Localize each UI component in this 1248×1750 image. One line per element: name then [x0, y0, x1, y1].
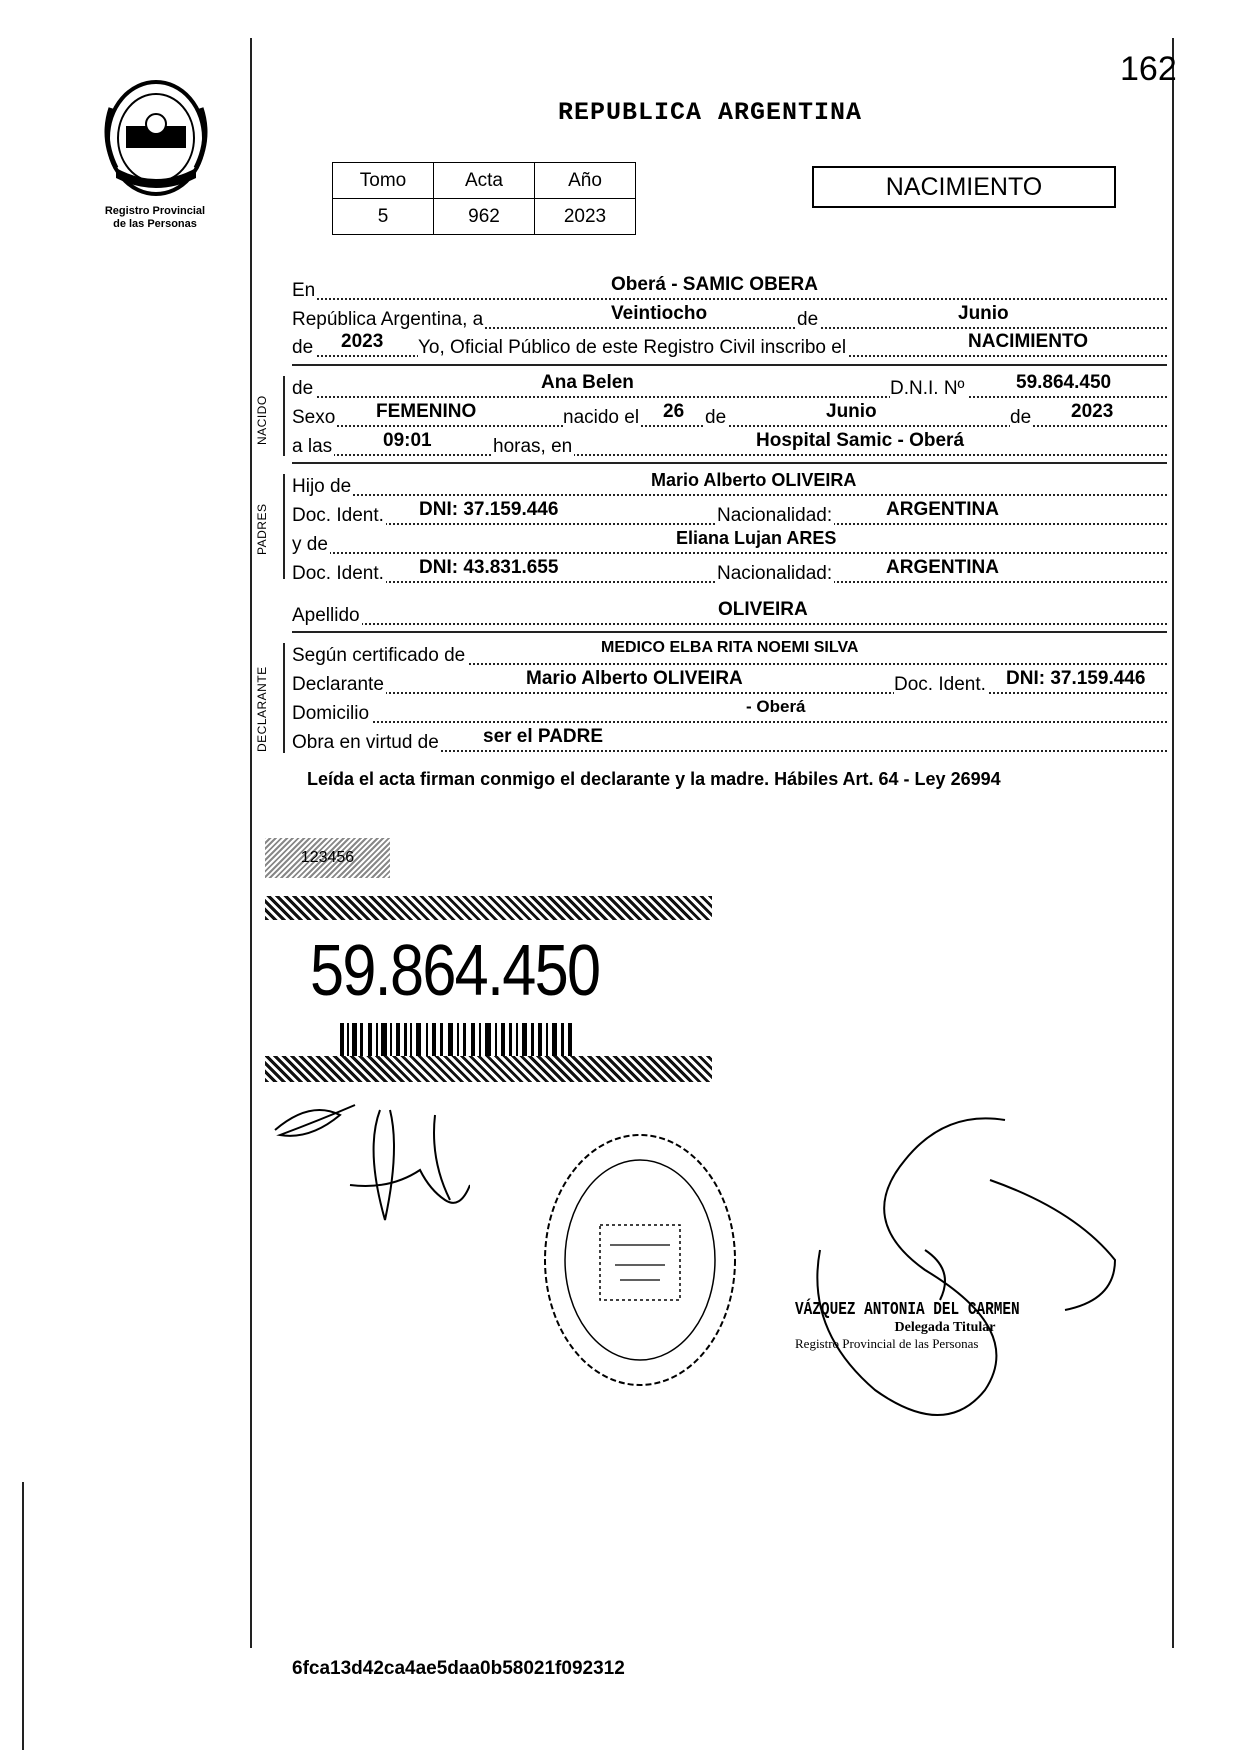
row-inscripcion: [292, 331, 1167, 361]
label-a-las: a las: [292, 436, 333, 457]
page-edge-line: [22, 1482, 24, 1750]
registry-header-acta: Acta: [434, 163, 535, 199]
signature-official: [795, 1100, 1135, 1450]
registry-value-acta: 962: [434, 199, 535, 235]
label-declarante: Declarante: [292, 674, 384, 695]
value-certificado: MEDICO ELBA RITA NOEMI SILVA: [601, 639, 859, 656]
label-de: de: [797, 309, 819, 330]
value-declarante: Mario Alberto OLIVEIRA: [526, 668, 743, 689]
row-sexo: [292, 401, 1167, 431]
side-label-nacido: NACIDO: [255, 395, 269, 445]
value-domicilio: - Oberá: [746, 697, 806, 716]
registry-table: [332, 162, 636, 235]
value-mes: Junio: [958, 303, 1009, 324]
registry-header-tomo: Tomo: [333, 163, 434, 199]
label-de-anio: de: [292, 337, 314, 358]
label-nac-de2: de: [1010, 407, 1032, 428]
value-nac-anio: 2023: [1071, 401, 1114, 422]
side-label-padres: PADRES: [255, 503, 269, 555]
row-padre: [292, 470, 1167, 500]
label-republica: República Argentina, a: [292, 309, 484, 330]
value-padre: Mario Alberto OLIVEIRA: [651, 470, 857, 490]
sticker-small-code: 123456: [265, 838, 390, 878]
value-sexo: FEMENINO: [376, 401, 477, 422]
province-seal-logo: [96, 78, 216, 198]
sticker-pattern-top: [265, 896, 712, 920]
label-declarante-doc: Doc. Ident.: [894, 674, 986, 695]
label-sexo: Sexo: [292, 407, 336, 428]
official-stamp: [535, 1120, 745, 1400]
label-madre-nac: Nacionalidad:: [717, 563, 833, 584]
document-title: REPUBLICA ARGENTINA: [557, 98, 863, 127]
closing-note: Leída el acta firman conmigo el declarante y la madre. Hábiles Art. 64 - Ley 26994: [307, 769, 1001, 789]
sticker-number: 59.864.450: [310, 931, 600, 1011]
value-madre-doc: DNI: 43.831.655: [419, 557, 559, 578]
right-margin-line: [1172, 38, 1174, 1648]
label-madre-doc: Doc. Ident.: [292, 563, 384, 584]
bracket-line: [283, 376, 285, 456]
row-madre: [292, 528, 1167, 558]
row-domicilio: [292, 697, 1167, 727]
record-type-box: NACIMIENTO: [812, 166, 1116, 208]
signature-declarante: [270, 1090, 470, 1230]
row-hora: [292, 430, 1167, 460]
official-name: VÁZQUEZ ANTONIA DEL CARMEN: [795, 1300, 1020, 1320]
label-obra: Obra en virtud de: [292, 732, 439, 753]
value-apellido: OLIVEIRA: [718, 599, 808, 620]
registry-value-anio: 2023: [535, 199, 636, 235]
label-nacido-el: nacido el: [563, 407, 640, 428]
divider: [292, 631, 1167, 633]
row-obra: [292, 726, 1167, 756]
value-nac-mes: Junio: [826, 401, 877, 422]
label-domicilio: Domicilio: [292, 703, 370, 724]
value-lugar: Oberá - SAMIC OBERA: [611, 274, 818, 295]
divider: [292, 364, 1167, 366]
bracket-line: [283, 474, 285, 579]
value-hora: 09:01: [383, 430, 432, 451]
bracket-line: [283, 643, 285, 753]
registry-header-anio: Año: [535, 163, 636, 199]
row-fecha: [292, 303, 1167, 333]
row-lugar: [292, 274, 1167, 304]
row-apellido: [292, 599, 1167, 629]
label-oficial: Yo, Oficial Público de este Registro Civil inscribo el: [418, 337, 847, 358]
label-hijo-de: Hijo de: [292, 476, 352, 497]
left-margin-line: [250, 38, 252, 1648]
registry-value-row: [333, 199, 636, 235]
label-padre-doc: Doc. Ident.: [292, 505, 384, 526]
label-dni: D.N.I. Nº: [890, 378, 965, 399]
official-role: Delegada Titular: [894, 1320, 996, 1335]
registry-value-tomo: 5: [333, 199, 434, 235]
value-madre-nac: ARGENTINA: [886, 557, 999, 578]
value-declarante-doc: DNI: 37.159.446: [1006, 668, 1146, 689]
official-block: [795, 1300, 1095, 1352]
label-padre-nac: Nacionalidad:: [717, 505, 833, 526]
seal-caption-line-1: Registro Provincial: [104, 205, 206, 217]
registry-header-row: [333, 163, 636, 199]
row-madre-doc: [292, 557, 1167, 587]
value-anio: 2023: [341, 331, 384, 352]
row-certificado: [292, 639, 1167, 669]
value-dni: 59.864.450: [1016, 372, 1112, 393]
divider: [292, 462, 1167, 464]
label-certificado: Según certificado de: [292, 645, 466, 666]
dni-sticker: [265, 838, 712, 1083]
label-nombre-de: de: [292, 378, 314, 399]
label-en: En: [292, 280, 316, 301]
label-apellido: Apellido: [292, 605, 360, 626]
value-tipo: NACIMIENTO: [968, 331, 1088, 352]
side-label-declarante: DECLARANTE: [255, 666, 269, 752]
value-nombre: Ana Belen: [541, 372, 634, 393]
value-padre-doc: DNI: 37.159.446: [419, 499, 559, 520]
value-nac-dia: 26: [663, 401, 685, 422]
label-horas-en: horas, en: [493, 436, 573, 457]
row-declarante: [292, 668, 1167, 698]
page-number: 162: [1120, 50, 1177, 88]
seal-caption-line-2: de las Personas: [113, 218, 197, 230]
official-office: Registro Provincial de las Personas: [795, 1336, 979, 1351]
label-y-de: y de: [292, 534, 328, 555]
footer-hash: 6fca13d42ca4ae5daa0b58021f092312: [292, 1658, 625, 1679]
label-nac-de: de: [705, 407, 727, 428]
value-madre: Eliana Lujan ARES: [676, 528, 837, 548]
row-nombre: [292, 372, 1167, 402]
row-padre-doc: [292, 499, 1167, 529]
value-padre-nac: ARGENTINA: [886, 499, 999, 520]
seal-caption: [70, 205, 240, 231]
value-dia-texto: Veintiocho: [611, 303, 708, 324]
value-lugar-nac: Hospital Samic - Oberá: [756, 430, 965, 451]
sticker-pattern-bottom: [265, 1056, 712, 1082]
value-obra: ser el PADRE: [483, 726, 604, 747]
